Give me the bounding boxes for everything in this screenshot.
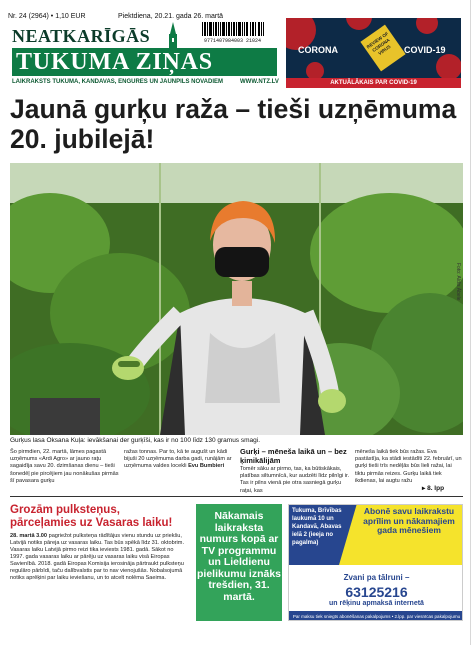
story-date: 28. martā 3.00 bbox=[10, 533, 48, 539]
covid-bar: AKTUĀLĀKAIS PAR COVID-19 bbox=[286, 78, 461, 88]
issue-date: Piektdiena, 20.21. gada 26. martā bbox=[118, 13, 224, 20]
masthead-line2: TUKUMA ZIŅAS bbox=[12, 48, 277, 76]
continued-page-label: 8. lpp bbox=[427, 485, 445, 492]
subscription-offer: Abonē savu laikrakstu aprīlim un nākamajiem gada mēnešiem bbox=[363, 506, 455, 535]
subscription-address: Tukuma, Brīvības laukumā 10 un Kandavā, Abavas ielā 2 (ieeja no pagalma) bbox=[292, 508, 342, 546]
story-text: pagriežot pulksteņa rādītājus vienu stundu uz priekšu, Latvijā notiks pāreja uz vasaras laiku. Tas būs spēkā līdz 31. oktobrim. Vasaras laiku Latvijā pirmo reizi tika ieviests 1981. gadā. Sākot no 1997. gada vasaras laiku ar pārēju uz vasaras laiku visā Eiropas Savienībā. 2018. gadā Eiropas Komisija ierosināja pārtraukt pulksteņu regulāro pārbīdi, taču dalībvalstis par to nav vienojušās. Nobalsojumā notiks aprēķini par laiku ieviešanu, un to atcelt nolēma Saeima. bbox=[10, 533, 185, 581]
covid-word-right: COVID-19 bbox=[404, 45, 446, 55]
article-author: Evu Bumbieri bbox=[188, 463, 225, 470]
photo-caption: Gurķus lasa Oksana Kuļa: ievākšanai der gurķīši, kas ir no 100 līdz 130 gramus smagi. bbox=[10, 437, 261, 444]
section-divider bbox=[10, 496, 463, 497]
covid-news-box[interactable] bbox=[286, 18, 461, 88]
story-heading[interactable]: Grozām pulksteņus, pārceļamies uz Vasaras laiku! bbox=[10, 504, 173, 529]
virus-icon bbox=[436, 54, 461, 80]
church-spire-icon bbox=[160, 22, 186, 50]
article-column-1: Šo pirmdien, 22. martā, lāmes pagastā uzņēmums «Ardi Agro» ar jauno raţu sagaidīja savu 20. dzimšanas dienu – tieši šonedēļ pie pircējiem jau nonākušas pirmās šī pavasara gurķu bbox=[10, 449, 119, 484]
subscription-phone[interactable]: 63125216 bbox=[345, 584, 408, 600]
lead-photo[interactable] bbox=[10, 163, 463, 435]
masthead-line1: NEATKARĪGĀS bbox=[12, 26, 151, 46]
article-column-2 bbox=[124, 449, 232, 471]
subscription-ad[interactable] bbox=[288, 504, 463, 621]
article-column-3: Tomēr sāku ar pirmo, tas, ka būtiskākais, platības siltumnīcā, kur audzēti līdz pilnīgi ir. Tas ir pilns vienā pie otra sasniegā gurķu raţai, kas bbox=[240, 466, 350, 494]
photo-credit: Foto: Aldis Ābele bbox=[455, 263, 461, 301]
masthead-tagline: LAIKRAKSTS TUKUMA, KANDAVAS, ENGURES UN JAUNPILS NOVADIEM bbox=[12, 79, 224, 85]
barcode-number: 9771407984003 21024 bbox=[204, 38, 262, 44]
virus-icon bbox=[416, 18, 438, 34]
covid-stamp: REVIEW OF CORONA VIRUS bbox=[360, 25, 405, 72]
subscription-footer: Par maksu tiek sniegts abonēšanas pakalpojums • 2.lpp. par viesnīcas pakalpojumu bbox=[289, 611, 463, 621]
website-link[interactable]: WWW.NTZ.LV bbox=[240, 79, 279, 85]
continued-page-link[interactable]: ▸ 8. lpp bbox=[422, 485, 445, 492]
article-column-2-text: ražas tonnas. Par to, kā te augušt un kādi bijuši 20 uzņēmuma darba gadi, runājām ar uzņēmuma valdes locekli bbox=[124, 449, 232, 470]
story-body bbox=[10, 533, 188, 582]
issue-number: Nr. 24 (2964) • 1,10 EUR bbox=[8, 13, 86, 20]
article-subheading: Gurķi – mēneša laikā un – bez ķimikālijām bbox=[240, 447, 347, 465]
subscription-call-label: Zvani pa tālruni – bbox=[343, 573, 410, 582]
main-headline[interactable]: Jaunā gurķu raža – tieši uzņēmuma 20. jubilejā! bbox=[10, 94, 457, 154]
tv-programme-notice: Nākamais laikraksta numurs kopā ar TV programmu un Lieldienu pielikumu iznāks trešdien, 31. martā. bbox=[196, 504, 282, 621]
virus-icon bbox=[346, 18, 372, 30]
subscription-call-sub: un rēķinu apmaksā internetā bbox=[329, 600, 424, 607]
covid-word-left: CORONA bbox=[298, 45, 338, 55]
greenhouse-photo-illustration bbox=[10, 163, 463, 435]
article-column-4: mēneša laikā tiek būs ražas. Eva pastāstīja, ka stādi iestādīti 22. februārī, un gurķi tieši trīs nedēļās būs lieli ražai, lai tiktu pirmās reizes. Gurķu laikā tiek ikdienas, lai augtu ražu bbox=[355, 449, 462, 484]
